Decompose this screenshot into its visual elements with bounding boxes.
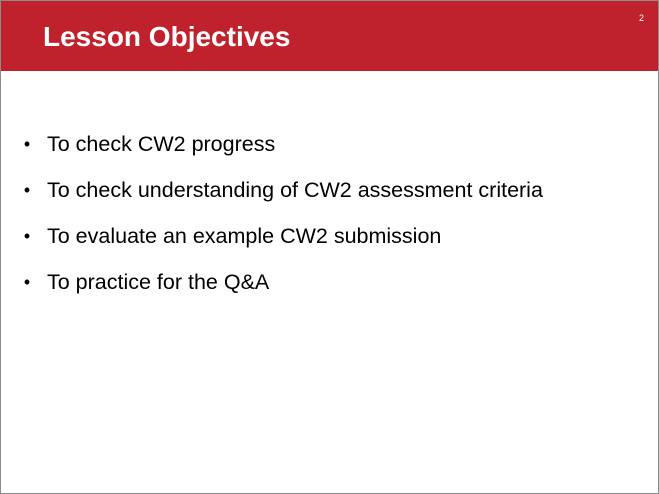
slide-number: 2 (638, 13, 644, 23)
list-item-text: To evaluate an example CW2 submission (47, 224, 442, 248)
slide-title: Lesson Objectives (43, 21, 291, 52)
bullet-icon: • (23, 226, 31, 246)
list-item-text: To check CW2 progress (47, 132, 276, 156)
objectives-list (21, 121, 621, 305)
list-item (21, 259, 621, 305)
list-item-text: To check understanding of CW2 assessment criteria (47, 178, 543, 202)
list-item (21, 167, 621, 213)
list-item-text: To practice for the Q&A (47, 270, 270, 294)
bullet-icon: • (23, 180, 31, 200)
list-item (21, 213, 621, 259)
title-bar (1, 1, 658, 71)
list-item (21, 121, 621, 167)
bullet-icon: • (23, 134, 31, 154)
bullet-icon: • (23, 272, 31, 292)
